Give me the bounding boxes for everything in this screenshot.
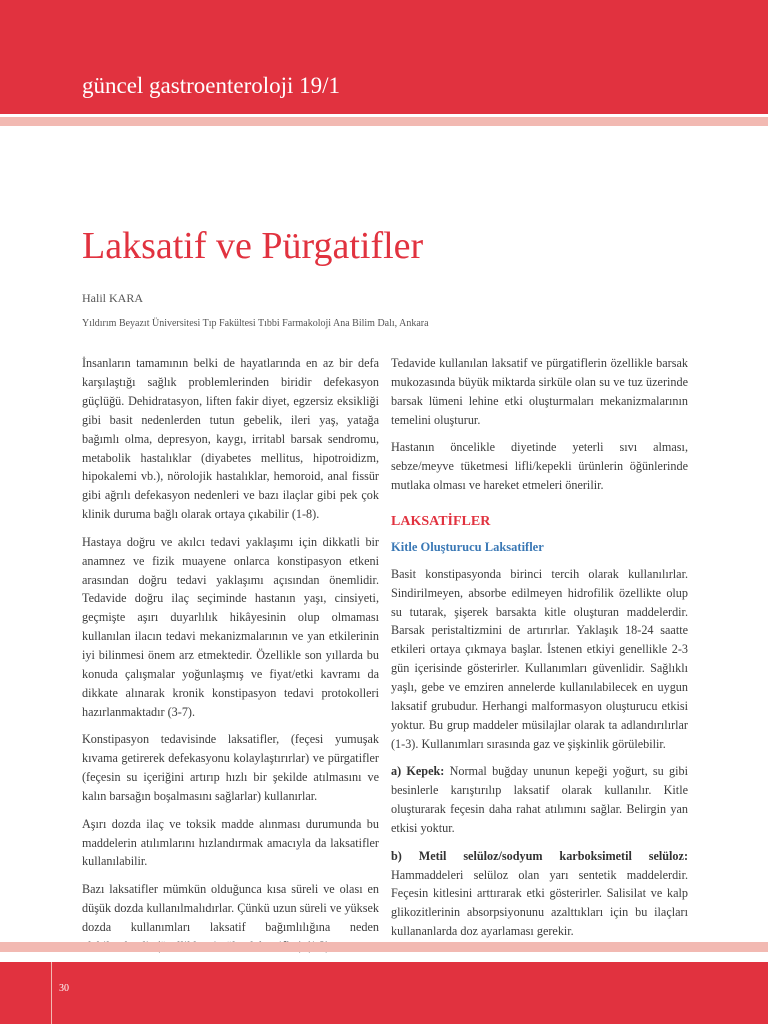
header-stripe: [0, 117, 768, 126]
author-name: Halil KARA: [82, 291, 143, 305]
paragraph: Hastanın öncelikle diyetinde yeterli sıvı alması, sebze/meyve tüketmesi lifli/kepekli ürünlerin öğünlerinde mutlaka olması ve hareket etmeleri önerilir.: [391, 440, 688, 493]
list-item-metil-seluloz: [391, 847, 688, 942]
footer-stripe: [0, 942, 768, 952]
footer-band: [0, 962, 768, 1024]
text-column-left: [82, 354, 379, 964]
item-text: Hammaddeleri selüloz olan yarı sentetik maddelerdir. Feçesin kitlesini arttırarak etki gösterirler. Salisilat ve kalp glikozitlerinin absorpsiyonunu azalttıkları için bu ilaçları kullananlarda doz ayarlaması gerekir.: [391, 867, 688, 939]
paragraph: Bazı laksatifler mümkün olduğunca kısa süreli ve olası en düşük dozda kullanılmalıdırlar. Çünkü uzun süreli ve yüksek dozda kullanımları laksatif bağımlılığına neden: [82, 881, 379, 934]
paragraph: Konstipasyon tedavisinde laksatifler, (feçesi yumuşak kıvama getirerek defekasyonu kolaylaştırırlar) ve pürgatifler (feçesin su içeriğini artırıp hızlı bir şekilde atılmasını ve kalın barsağın boşalmasını sağlarlar) kullanırlar.: [82, 732, 379, 804]
item-label: b) Metil selüloz/sodyum karboksimetil selüloz:: [391, 848, 688, 863]
header-band: [0, 0, 768, 114]
paragraph: Tedavide kullanılan laksatif ve pürgatiflerin özellikle barsak mukozasında büyük miktarda sirküle olan su ve tuz üzerinde barsak lümeni lehine etki oluşturmaları mekanizmalarının temelini oluşturur.: [391, 356, 688, 427]
page-number: 30: [59, 983, 69, 994]
item-text: Normal buğday ununun kepeği yoğurt, su gibi besinlerle karıştırılıp laksatif olarak kullanılır. Kitle oluşturarak feçesin daha rahat atılımını sağlar. Belirgin yan etkisi yoktur.: [391, 764, 688, 836]
journal-title: güncel gastroenteroloji 19/1: [82, 73, 341, 98]
paragraph: Aşırı dozda ilaç ve toksik madde alınması durumunda bu maddelerin atılımlarını hızlandırmak amacıyla da laksatifler kullanılabilir.: [82, 816, 379, 869]
section-heading: LAKSATİFLER: [391, 513, 491, 529]
list-item-kepek: [391, 762, 688, 838]
paragraph: Basit konstipasyonda birinci tercih olarak kullanılırlar. Sindirilmeyen, absorbe edilmeyen hidrofilik özellikte olup su tutarak, şişerek barsakta kitle oluşturan maddelerdir. Barsak peristaltizmini de artırırlar. Yaklaşık 18-24 saatte etkileri ortaya çıkmaya başlar. İstenen etkiyi genellikle 2-3 gün içerisinde gösterirler. Kullanımları güvenlidir. Sağlıklı yaşlı, gebe ve emziren annelerde kullanılabilecek en uygun laksatif grubudur. Herhangi malformasyon oluşturucu etkisi yoktur. Bu grup maddeler müsilajlar olarak ta adlandırılırlar (1-3). Kullanımları sırasında gaz ve şişkinlik görülebilir.: [391, 566, 688, 751]
paragraph: Hastaya doğru ve akılcı tedavi yaklaşımı için dikkatli bir anamnez ve fizik muayene onlarca konstipasyon etkeni arasından doğru tedavi yaklaşımı açısından önemlidir. Tedavide doğru ilaç seçiminde hastanın yaşı, cinsiyeti, geçmişte aşırı duyarlılık hikâyesinin olup olmaması kullanılan ilacın tedavi mekanizmalarının ve yan etkilerinin iyi bilinmesi önem arz etmektedir. Özellikle son yıllarda bu konuda çalışmalar yoğunlaşmış ve fiyat/etki kavramı da dikkate alınarak kronik konstipasyon tedavi protokolleri hazırlanmaktadır (3-7).: [82, 534, 379, 719]
author-affiliation: Yıldırım Beyazıt Üniversitesi Tıp Fakültesi Tıbbi Farmakoloji Ana Bilim Dalı, Ankara: [82, 318, 429, 329]
subsection-heading: Kitle Oluşturucu Laksatifler: [391, 539, 544, 554]
item-label: a) Kepek:: [391, 764, 445, 779]
paragraph: İnsanların tamamının belki de hayatlarında en az bir defa karşılaştığı sağlık problemlerinden biridir defekasyon güçlüğü. Dehidratasyon, liften fakir diyet, egzersiz eksikliği gibi basit nedenlerden tutun gebelik, ileri yaş, yatağa bağımlı olma, depresyon, kaygı, irritabl barsak sendromu, metabolik hastalıklar (diyabetes mellitus, hipotroidizm, hipokalemi vb.), nörolojik hastalıklar, hemoroid, anal fissür gibi ağrılı defekasyon nedenleri ve bazı ilaçlar gibi pek çok klinik duruma bağlı olarak ortaya çıkabilir (1-8).: [82, 356, 379, 522]
text-column-right: [391, 354, 688, 950]
footer-divider: [51, 962, 52, 1024]
article-title: Laksatif ve Pürgatifler: [82, 225, 424, 267]
